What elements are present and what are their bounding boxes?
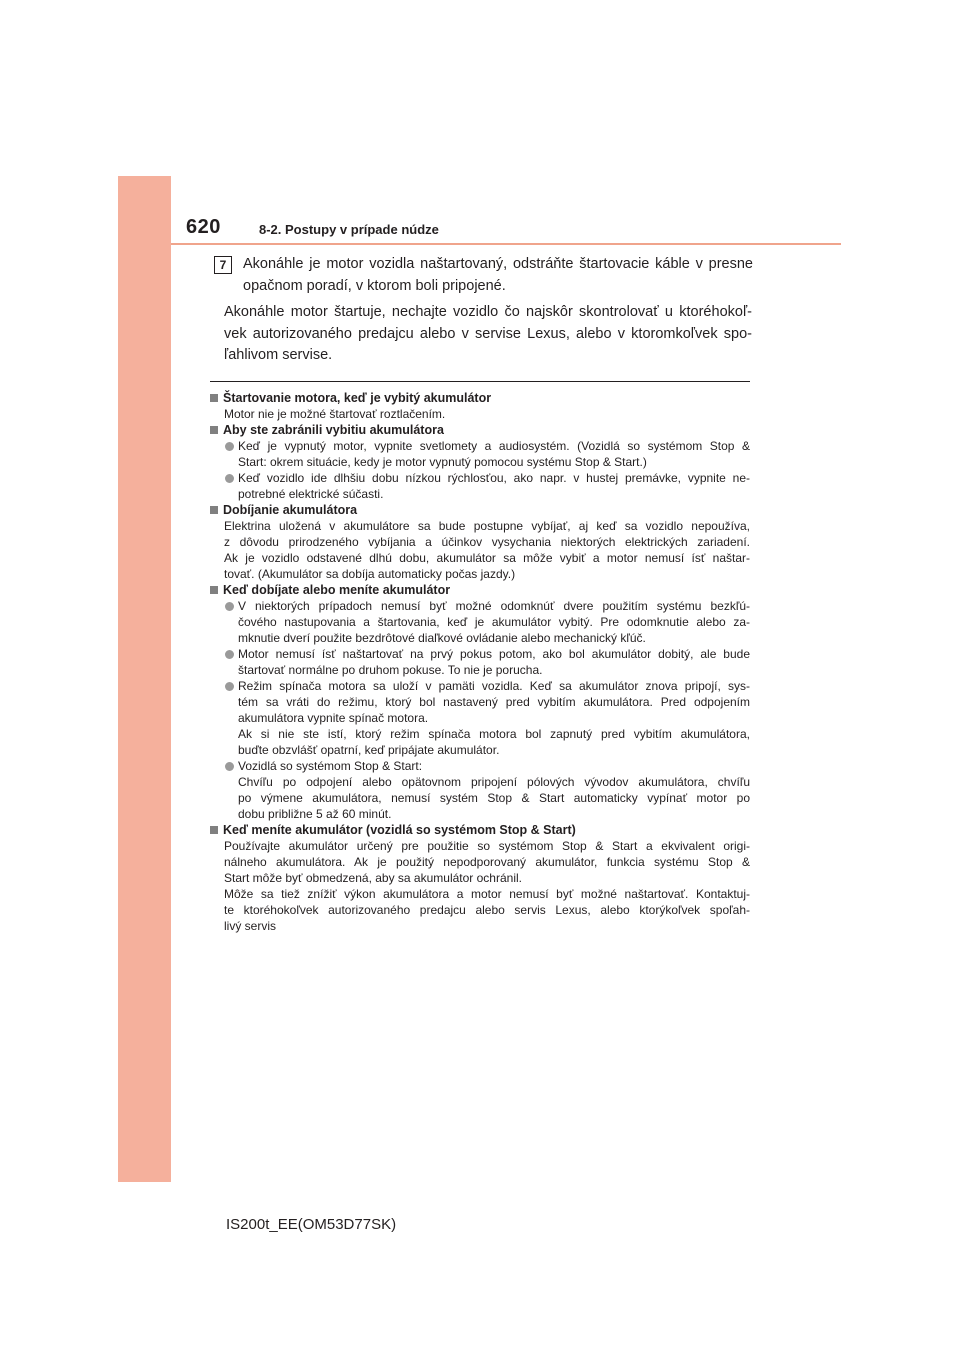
circle-bullet-icon [225,682,234,691]
note-body-replace: Používajte akumulátor určený pre použitie so systémom Stop & Start a ekvivalent origi- nálneho akumulátora. Ak je použitý nepodporovaný akumulátor, funkcia systému Stop & Start môže byť obmedzená, aby sa akumulátor ochránil. Môže sa tiež znížiť výkon akumulátora a motor nemusí byť možné naštartovať. Kontaktuj- te ktoréhokoľvek autorizovaného predajcu alebo servis Lexus, alebo ktorýkoľvek spoľah- livý servis [224,839,750,933]
list-item: Keď je vypnutý motor, vypnite svetlomety a audiosystém. (Vozidlá so systémom Stop & Start: okrem situácie, kedy je motor vypnutý pomocou systému Stop & Start.) [210,438,750,470]
header-rule [171,243,841,245]
circle-bullet-icon [225,474,234,483]
note-heading-push-start: Štartovanie motora, keď je vybitý akumulátor [210,390,750,406]
note-body-recharge: Elektrina uložená v akumulátore sa bude postupne vybíjať, aj keď sa vozidlo nepoužíva, z dôvodu prirodzeného vybíjania a účinkov vysychania niektorých elektrických zariadení. Ak je vozidlo odstavené dlhú dobu, akumulátor sa môže vybiť a motor nemusí ísť naštar- tovať. (Akumulátor sa dobíja automaticky počas jazdy.) [224,519,750,581]
document-code: IS200t_EE(OM53D77SK) [226,1216,397,1233]
after-step-text: Akonáhle motor štartuje, nechajte vozidlo čo najskôr skontrolovať u ktoréhokoľ- vek autorizovaného predajcu alebo v servise Lexus, alebo v ktoromkoľvek spo- ľahlivom servise. [224,304,752,363]
circle-bullet-icon [225,762,234,771]
square-bullet-icon [210,394,218,402]
circle-bullet-icon [225,442,234,451]
section-title: 8-2. Postupy v prípade núdze [259,222,439,237]
note-body-push-start: Motor nie je možné štartovať roztlačením. [224,407,446,421]
list-item: Motor nemusí ísť naštartovať na prvý pokus potom, ako bol akumulátor dobitý, ale bude štartovať normálne po druhom pokuse. To nie je porucha. [210,646,750,678]
square-bullet-icon [210,426,218,434]
square-bullet-icon [210,506,218,514]
chapter-tab-bar [118,176,171,1182]
section-divider [210,381,750,382]
note-heading-recharge: Dobíjanie akumulátora [210,502,750,518]
step-text: Akonáhle je motor vozidla naštartovaný, odstráňte štartovacie káble v presne opačnom poradí, v ktorom boli pripojené. [243,256,753,294]
notes-section [210,390,750,934]
list-item: V niektorých prípadoch nemusí byť možné odomknúť dvere použitím systému bezkľú- čového nastupovania a štartovania, keď je akumulátor vybitý. Pre odomknutie alebo za- mknutie dverí použite bezdrôtové diaľkové ovládanie alebo mechanický kľúč. [210,598,750,646]
list-item: Režim spínača motora sa uloží v pamäti vozidla. Keď sa akumulátor znova pripojí, sys- tém sa vráti do režimu, ktorý bol nastavený pred vybitím akumulátora. Pred odpojením akumulátora vypnite spínač motora. Ak si nie ste istí, ktorý režim spínača motora bol zapnutý pred vybitím akumulátora, buďte obzvlášť opatrní, keď pripájate akumulátor. [210,678,750,758]
circle-bullet-icon [225,602,234,611]
list-item: Vozidlá so systémom Stop & Start: Chvíľu po odpojení alebo opätovnom pripojení pólových vývodov akumulátora, chvíľu po výmene akumulátora, nemusí systém Stop & Start automaticky vypínať motor po dobu približne 5 až 60 minút. [210,758,750,822]
list-item: Keď vozidlo ide dlhšiu dobu nízkou rýchlosťou, ako napr. v hustej premávke, vypnite ne- potrebné elektrické súčasti. [210,470,750,502]
circle-bullet-icon [225,650,234,659]
square-bullet-icon [210,826,218,834]
note-heading-replace: Keď meníte akumulátor (vozidlá so systémom Stop & Start) [210,822,750,838]
page-number: 620 [186,216,221,238]
square-bullet-icon [210,586,218,594]
note-heading-prevent: Aby ste zabránili vybitiu akumulátora [210,422,750,438]
note-heading-charging: Keď dobíjate alebo meníte akumulátor [210,582,750,598]
step-number-box: 7 [214,256,232,274]
